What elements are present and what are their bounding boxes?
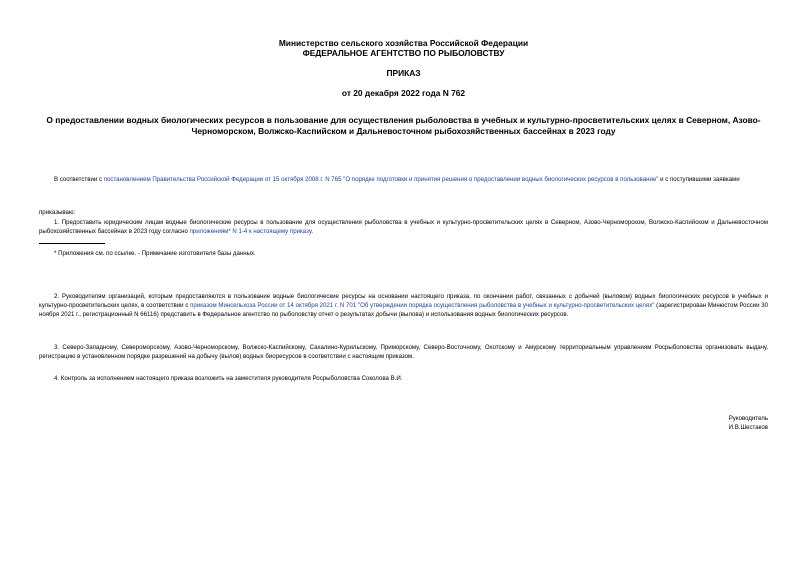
item-1-end: . xyxy=(311,228,313,235)
orders-word: приказываю: xyxy=(39,209,76,216)
item-4-paragraph: 4. Контроль за исполнением настоящего приказа возложить на заместителя руководителя Росрыболовства Соколова В.И. xyxy=(54,375,403,382)
preamble-rest: и с поступившими заявками xyxy=(658,176,740,183)
appendices-link[interactable]: приложениям* N 1-4 к настоящему приказу xyxy=(189,228,312,235)
item-2-end: (зарегистрирован Минюстом России 30 ноября 2021 г., регистрационный N 66116) представить в Федеральное агентство по рыболовству отчет о результатах добычи (вылова) и использования водных биологических ресурсов. xyxy=(39,302,768,318)
document-title: О предоставлении водных биологических ресурсов в пользование для осуществления рыболовства в учебных и культурно-просветительских целях в Северном, Азово-Черноморском, Волжско-Каспийском и Дальневосточном рыбохозяйственных бассейнах в 2023 году xyxy=(46,115,761,136)
document-date-number: от 20 декабря 2022 года N 762 xyxy=(341,88,466,98)
footnote-divider xyxy=(39,243,105,244)
preamble-intro: В соответствии с xyxy=(54,176,104,183)
item-1-paragraph xyxy=(39,218,768,236)
document-type: ПРИКАЗ xyxy=(386,68,421,78)
resolution-765-link[interactable]: постановлением Правительства Российской Федерации от 15 октября 2008 г. N 765 "О порядке подготовки и принятия решения о предоставлении водных биологических ресурсов в пользование" xyxy=(103,176,659,183)
item-3-paragraph: 3. Северо-Западному, Североморскому, Азово-Черноморскому, Волжско-Каспийскому, Сахалино-Курильскому, Приморскому, Северо-Восточному, Охотскому и Амурскому территориальным управлениям Росрыболовства организовать выдачу, регистрацию в установленном порядке разрешений на добычу (вылов) водных биоресурсов в соответствии с настоящим приказом. xyxy=(39,344,768,360)
item-2-paragraph xyxy=(39,292,768,319)
agency-name: ФЕДЕРАЛЬНОЕ АГЕНТСТВО ПО РЫБОЛОВСТВУ xyxy=(302,48,505,58)
item-2-text: 2. Руководителям организаций, которым предоставляются в пользование водные биологические ресурсы на основании настоящего приказа, по окончании работ, связанных с добычей (выловом) водных биологических ресурсов в учебных и культурно-просветительских целях, в соответствии с xyxy=(39,293,768,309)
order-701-link[interactable]: приказом Минсельхоза России от 14 октября 2021 г. N 701 "Об утверждении порядка осуществления рыболовства в учебных и культурно-просветительских целях" xyxy=(190,302,655,309)
preamble-paragraph xyxy=(39,175,768,184)
footnote: * Приложения см. по ссылке. - Примечание изготовителя базы данных. xyxy=(54,250,256,257)
ministry-name: Министерство сельского хозяйства Российской Федерации xyxy=(278,38,529,48)
signature-name: И.В.Шестаков xyxy=(728,424,768,431)
item-1-text: 1. Предоставить юридическим лицам водные биологические ресурсы в пользование для осуществления рыболовства в учебных и культурно-просветительских целях в Северном, Азово-Черноморском, Волжско-Каспийском и Дальневосточном рыбохозяйственных бассейнах в 2023 году согласно xyxy=(39,219,768,235)
signature-position: Руководитель xyxy=(728,415,768,422)
